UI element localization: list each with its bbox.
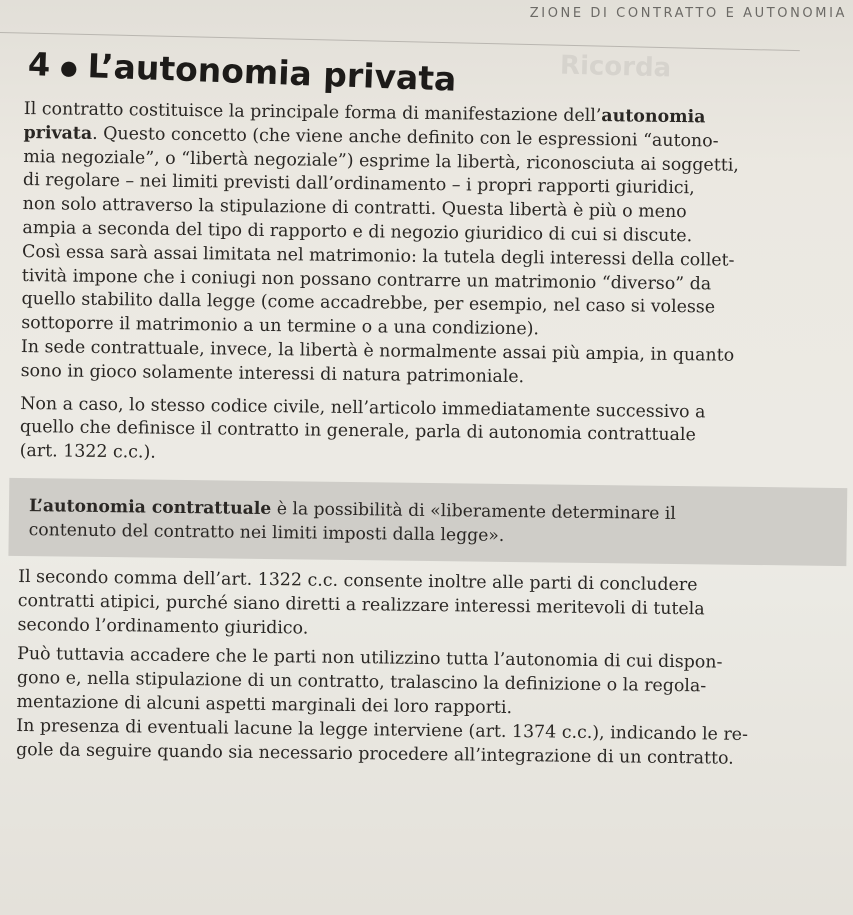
text-line: Così essa sarà assai limitata nel matrimonio: la tutela degli interessi della collet- (21, 241, 735, 271)
text-line: privata. Questo concetto (che viene anche definito con le espressioni “autono- (23, 122, 719, 152)
text-line: gono e, nella stipulazione di un contratto, tralascino la definizione o la regola- (16, 668, 707, 697)
text-line: non solo attraverso la stipulazione di contratti. Questa libertà è più o meno (22, 194, 687, 223)
text-line: sottoporre il matrimonio a un termine o a una condizione). (21, 313, 540, 340)
text-line: sono in gioco solamente interessi di natura patrimoniale. (20, 360, 525, 387)
text-line: (art. 1322 c.c.). (19, 441, 156, 463)
text-line: Il secondo comma dell’art. 1322 c.c. consente inoltre alle parti di concludere (18, 566, 698, 596)
bullet-icon: ● (59, 54, 79, 80)
text-line: quello che definisce il contratto in generale, parla di autonomia contrattuale (19, 417, 696, 446)
text-line: ampia a seconda del tipo di rapporto e di negozio giuridico di cui si discute. (22, 217, 693, 247)
text-line: contratti atipici, purché siano diretti a realizzare interessi meritevoli di tutela (17, 590, 705, 620)
text-line: Può tuttavia accadere che le parti non utilizzino tutta l’autonomia di cui dispon- (17, 644, 723, 673)
body-text (16, 98, 814, 772)
section-heading (27, 44, 457, 99)
text-line: Non a caso, lo stesso codice civile, nell’articolo immediatamente successivo a (20, 393, 706, 422)
text-line: tività impone che i coniugi non possano contrarre un matrimonio “diverso” da (21, 265, 712, 294)
text-line: secondo l’ordinamento giuridico. (17, 614, 309, 639)
text-line: In presenza di eventuali lacune la legge interviene (art. 1374 c.c.), indicando le re- (16, 715, 749, 745)
definition-term: L’autonomia contrattuale (28, 496, 272, 520)
bleed-through-watermark: Ricorda (559, 50, 672, 84)
text-line: mentazione di alcuni aspetti marginali dei loro rapporti. (16, 691, 513, 718)
section-title: L’autonomia privata (86, 46, 457, 99)
text-line: contenuto del contratto nei limiti imposti dalla legge». (28, 520, 505, 546)
paragraph-5 (16, 715, 807, 772)
paragraph-4 (16, 643, 807, 724)
definition-box (8, 478, 847, 566)
text-line: Il contratto costituisce la principale forma di manifestazione dell’autonomia (23, 98, 706, 128)
text-line: mia negoziale”, o “libertà negoziale”) esprime la libertà, riconosciuta ai soggetti, (23, 146, 739, 176)
paragraph-1 (21, 98, 814, 393)
bold-term: privata (23, 122, 93, 144)
running-head: ZIONE DI CONTRATTO E AUTONOMIA (529, 6, 847, 21)
paragraph-3 (17, 566, 808, 647)
text-line: di regolare – nei limiti previsti dall’ordinamento – i propri rapporti giuridici, (22, 170, 695, 199)
bold-term: autonomia (601, 106, 706, 128)
section-number: 4 (27, 45, 51, 84)
text-line: gole da seguire quando sia necessario procedere all’integrazione di un contratto. (15, 739, 734, 769)
text-line: In sede contrattuale, invece, la libertà è normalmente assai più ampia, in quanto (20, 336, 735, 366)
paragraph-2 (20, 393, 811, 474)
text-line: quello stabilito dalla legge (come accadrebbe, per esempio, nel caso si volesse (21, 289, 716, 318)
text-line: L’autonomia contrattuale è la possibilità di «liberamente determinare il (28, 496, 676, 524)
